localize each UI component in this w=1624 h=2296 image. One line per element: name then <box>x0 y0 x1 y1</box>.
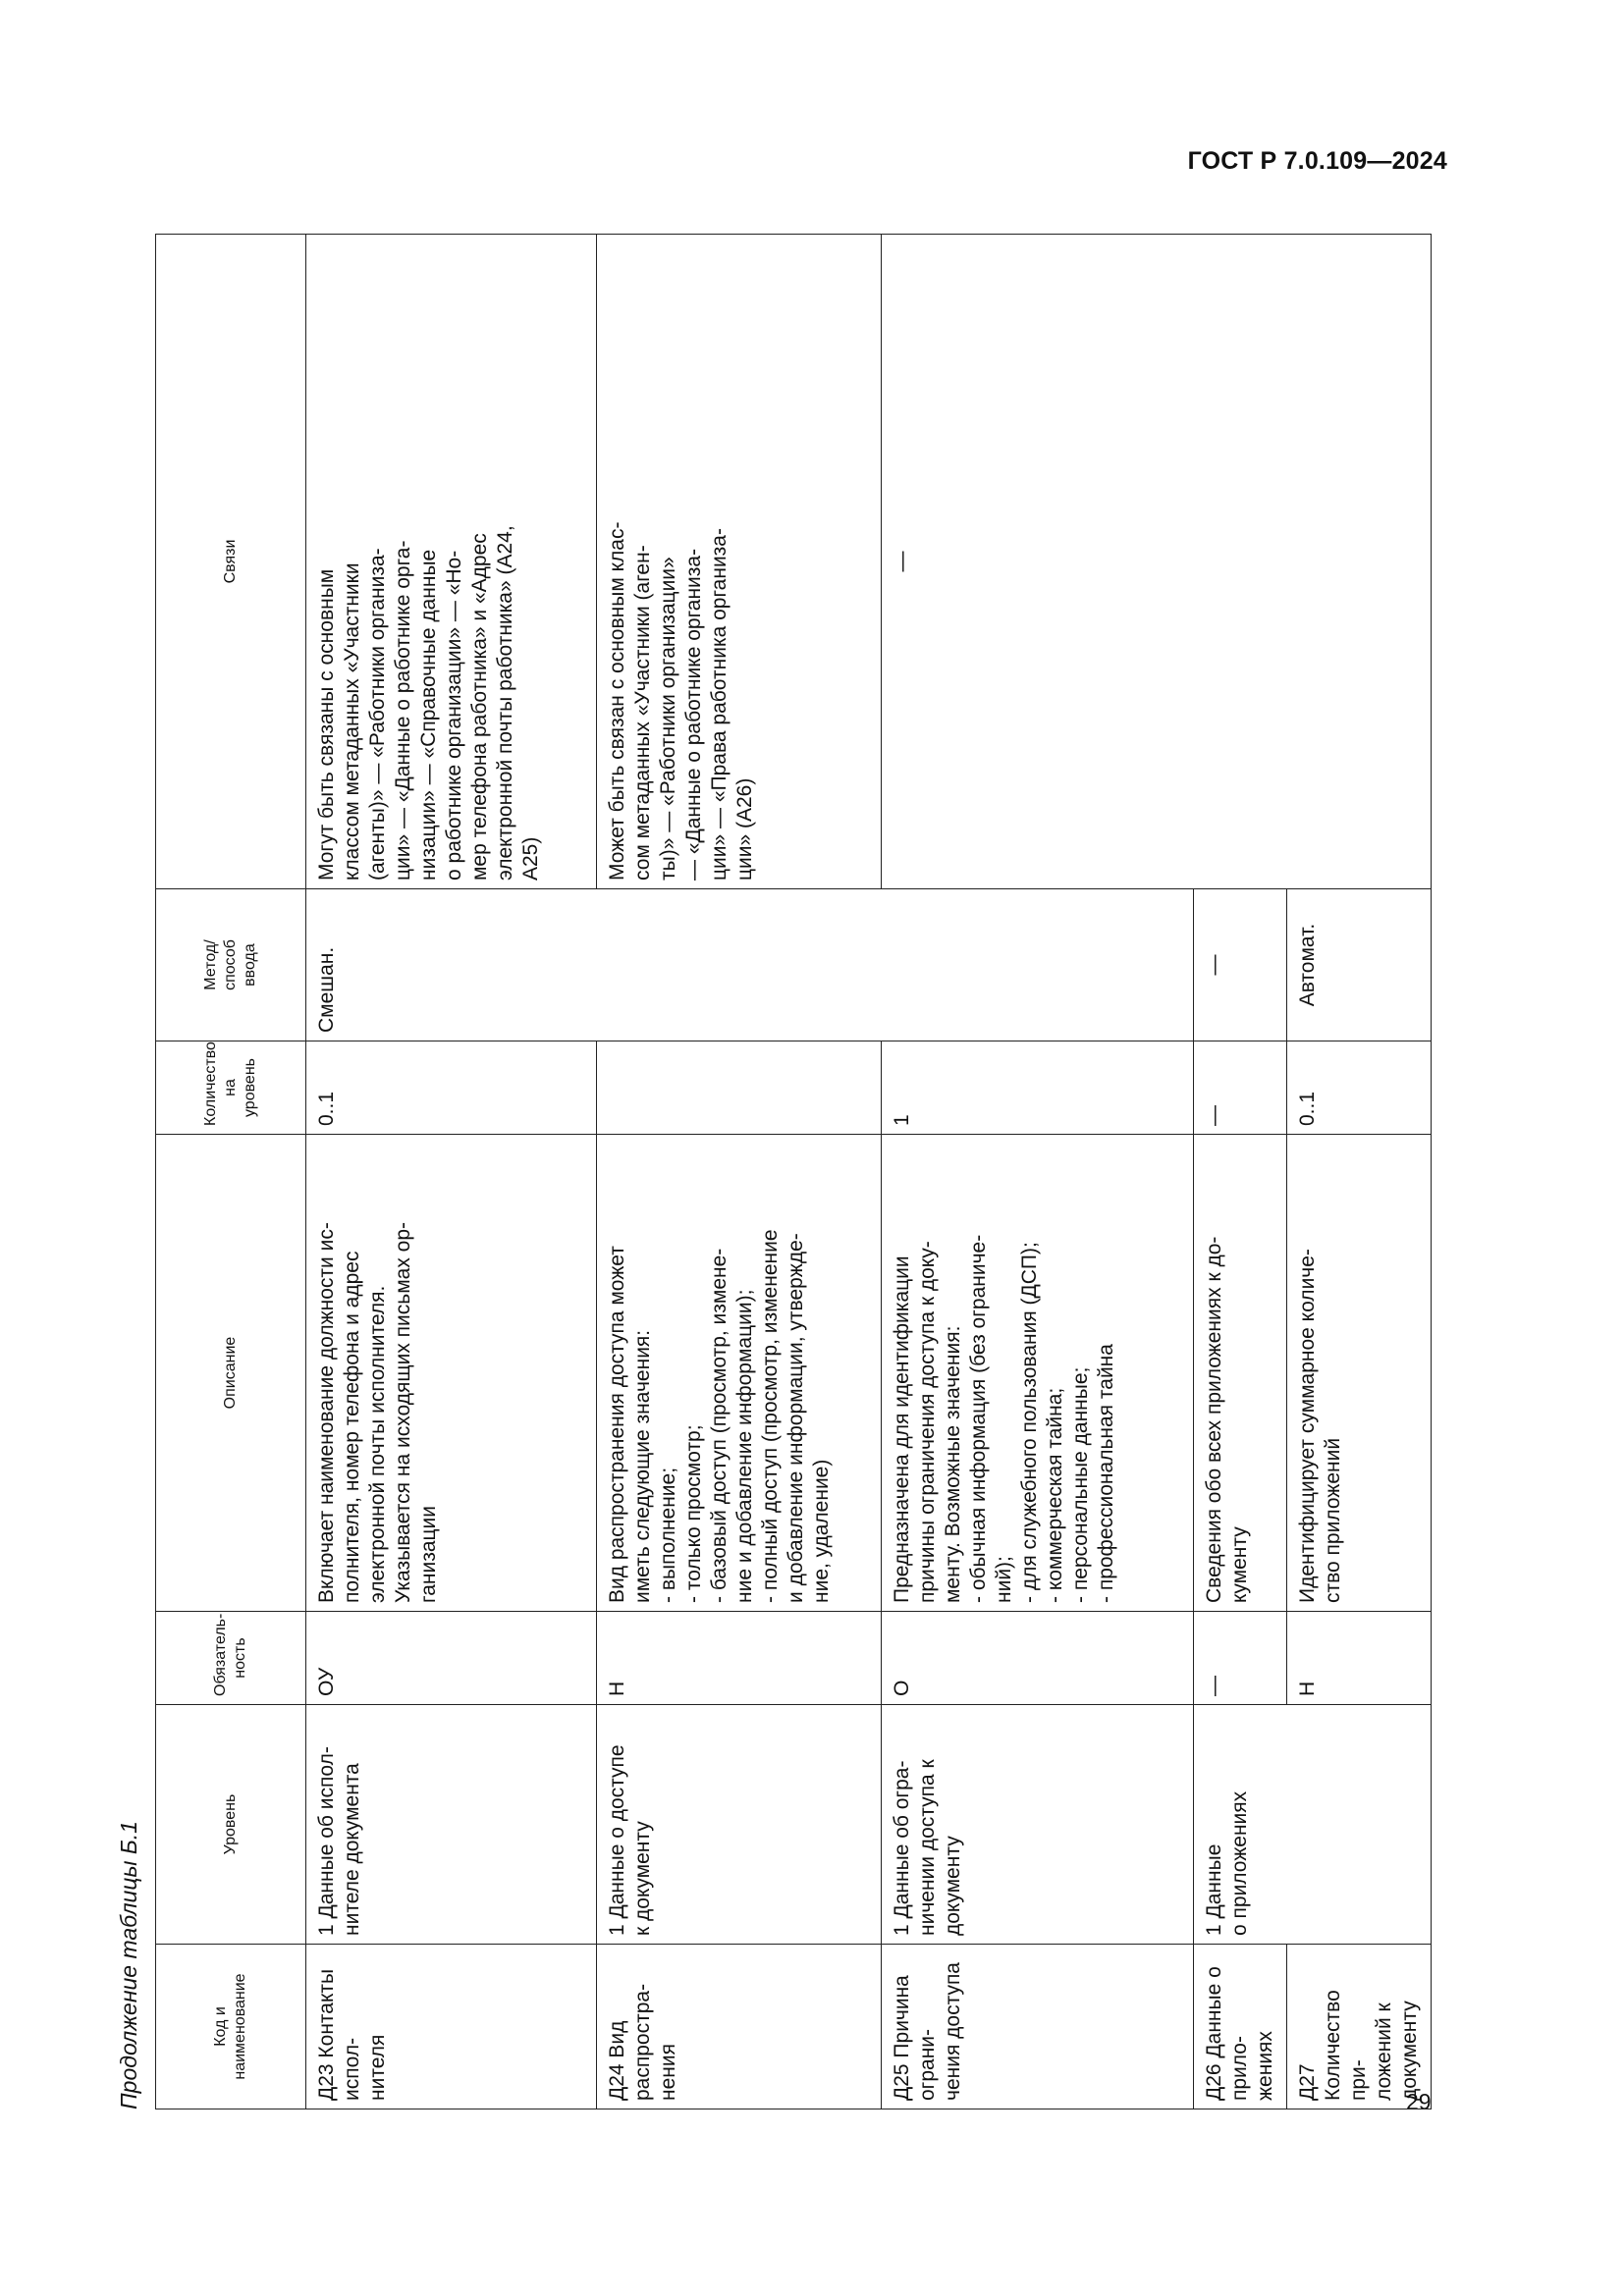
cell-d25-code: Д25 Причина ограни- чения доступа <box>882 1945 1194 2109</box>
cell-d26-level: 1 Данные о приложениях <box>1194 1705 1432 1945</box>
table-row-d23 <box>306 235 597 2109</box>
list-item: - персональные данные; <box>1069 1366 1092 1603</box>
header-level: Уровень <box>156 1705 306 1945</box>
table-caption: Продолжение таблицы Б.1 <box>116 1821 141 2109</box>
cell-d25-description <box>882 1135 1194 1612</box>
cell-d23-description <box>306 1135 597 1612</box>
list-item: - выполнение; <box>657 1467 679 1603</box>
cell-d25-links: — <box>882 235 1432 889</box>
page-number: 29 <box>1406 2089 1432 2114</box>
cell-d27-description: Идентифицирует суммарное количе- ство приложений <box>1287 1135 1432 1612</box>
cell-d23-links: Могут быть связаны с основным классом метаданных «Участники (агенты)» — «Работники организа- ции» — «Данные о работнике орга- низации» — «Справочные данные о работнике организации» — «Но- мер телефона работника» и «Адрес электронной почты работника» (А24, А25) <box>306 235 597 889</box>
table-row-d25 <box>882 235 1194 2109</box>
cell-d26-obligation: — <box>1194 1612 1287 1705</box>
cell-d25-obligation: О <box>882 1612 1194 1705</box>
cell-d24-quantity <box>597 1041 882 1135</box>
list-item: - базовый доступ (просмотр, измене- ние и добавление информации); <box>708 1248 756 1603</box>
list-item: - профессиональная тайна <box>1095 1344 1117 1603</box>
cell-d26-method: — <box>1194 889 1287 1041</box>
header-obligation: Обязатель- ность <box>156 1612 306 1705</box>
cell-d24-code: Д24 Вид распростра- нения <box>597 1945 882 2109</box>
list-item: - полный доступ (просмотр, изменение и добавление информации, утвержде- ние, удаление) <box>759 1229 833 1603</box>
d25-restriction-values-list <box>966 1143 1119 1603</box>
d23-description-intro: Включает наименование должности ис- полнителя, номер телефона и адрес электронной почты исполнителя. <box>315 1222 389 1603</box>
cell-d24-description <box>597 1135 882 1612</box>
header-links: Связи <box>156 235 306 889</box>
list-item: - обычная информация (без ограниче- ний); <box>967 1234 1015 1603</box>
cell-d26-description: Сведения обо всех приложениях к до- кументу <box>1194 1135 1287 1612</box>
cell-d25-level: 1 Данные об огра- ничении доступа к документу <box>882 1705 1194 1945</box>
cell-d23-code: Д23 Контакты испол- нителя <box>306 1945 597 2109</box>
header-method: Метод/ способ ввода <box>156 889 306 1041</box>
cell-d25-quantity: 1 <box>882 1041 1194 1135</box>
cell-d27-quantity: 0..1 <box>1287 1041 1432 1135</box>
cell-d27-obligation: Н <box>1287 1612 1432 1705</box>
cell-d24-level: 1 Данные о доступе к документу <box>597 1705 882 1945</box>
cell-d23-obligation: ОУ <box>306 1612 597 1705</box>
list-item: - коммерческая тайна; <box>1044 1387 1066 1603</box>
rotated-table-block <box>104 235 1421 2109</box>
cell-d27-method: Автомат. <box>1287 889 1432 1041</box>
list-item: - для служебного пользования (ДСП); <box>1018 1242 1041 1603</box>
cell-d26-quantity: — <box>1194 1041 1287 1135</box>
document-code: ГОСТ Р 7.0.109—2024 <box>1187 147 1447 175</box>
cell-d24-links: Может быть связан с основным клас- сом метаданных «Участники (аген- ты)» — «Работники организации» — «Данные о работнике организа- ции» — «Права работника организа- ции» (А26) <box>597 235 882 889</box>
d23-description-note: Указывается на исходящих письмах ор- ганизации <box>392 1221 440 1603</box>
table-row-d24 <box>597 235 882 2109</box>
cell-d24-obligation: Н <box>597 1612 882 1705</box>
cell-d26-code: Д26 Данные о прило- жениях <box>1194 1945 1287 2109</box>
cell-d27-code: Д27 Количество при- ложений к документу <box>1287 1945 1432 2109</box>
cell-d23-method: Смешан. <box>306 889 1194 1041</box>
cell-d23-quantity: 0..1 <box>306 1041 597 1135</box>
table-header-row <box>156 235 306 2109</box>
d24-description-intro: Вид распространения доступа может иметь следующие значения: <box>606 1246 654 1603</box>
list-item: - только просмотр; <box>682 1424 705 1603</box>
d25-description-intro: Предназначена для идентификации причины ограничения доступа к доку- менту. Возможные значения: <box>891 1241 964 1603</box>
header-quantity: Количество на уровень <box>156 1041 306 1135</box>
header-description: Описание <box>156 1135 306 1612</box>
header-code: Код и наименование <box>156 1945 306 2109</box>
d24-access-values-list <box>656 1143 835 1603</box>
metadata-table <box>155 234 1432 2109</box>
cell-d23-level: 1 Данные об испол- нителе документа <box>306 1705 597 1945</box>
